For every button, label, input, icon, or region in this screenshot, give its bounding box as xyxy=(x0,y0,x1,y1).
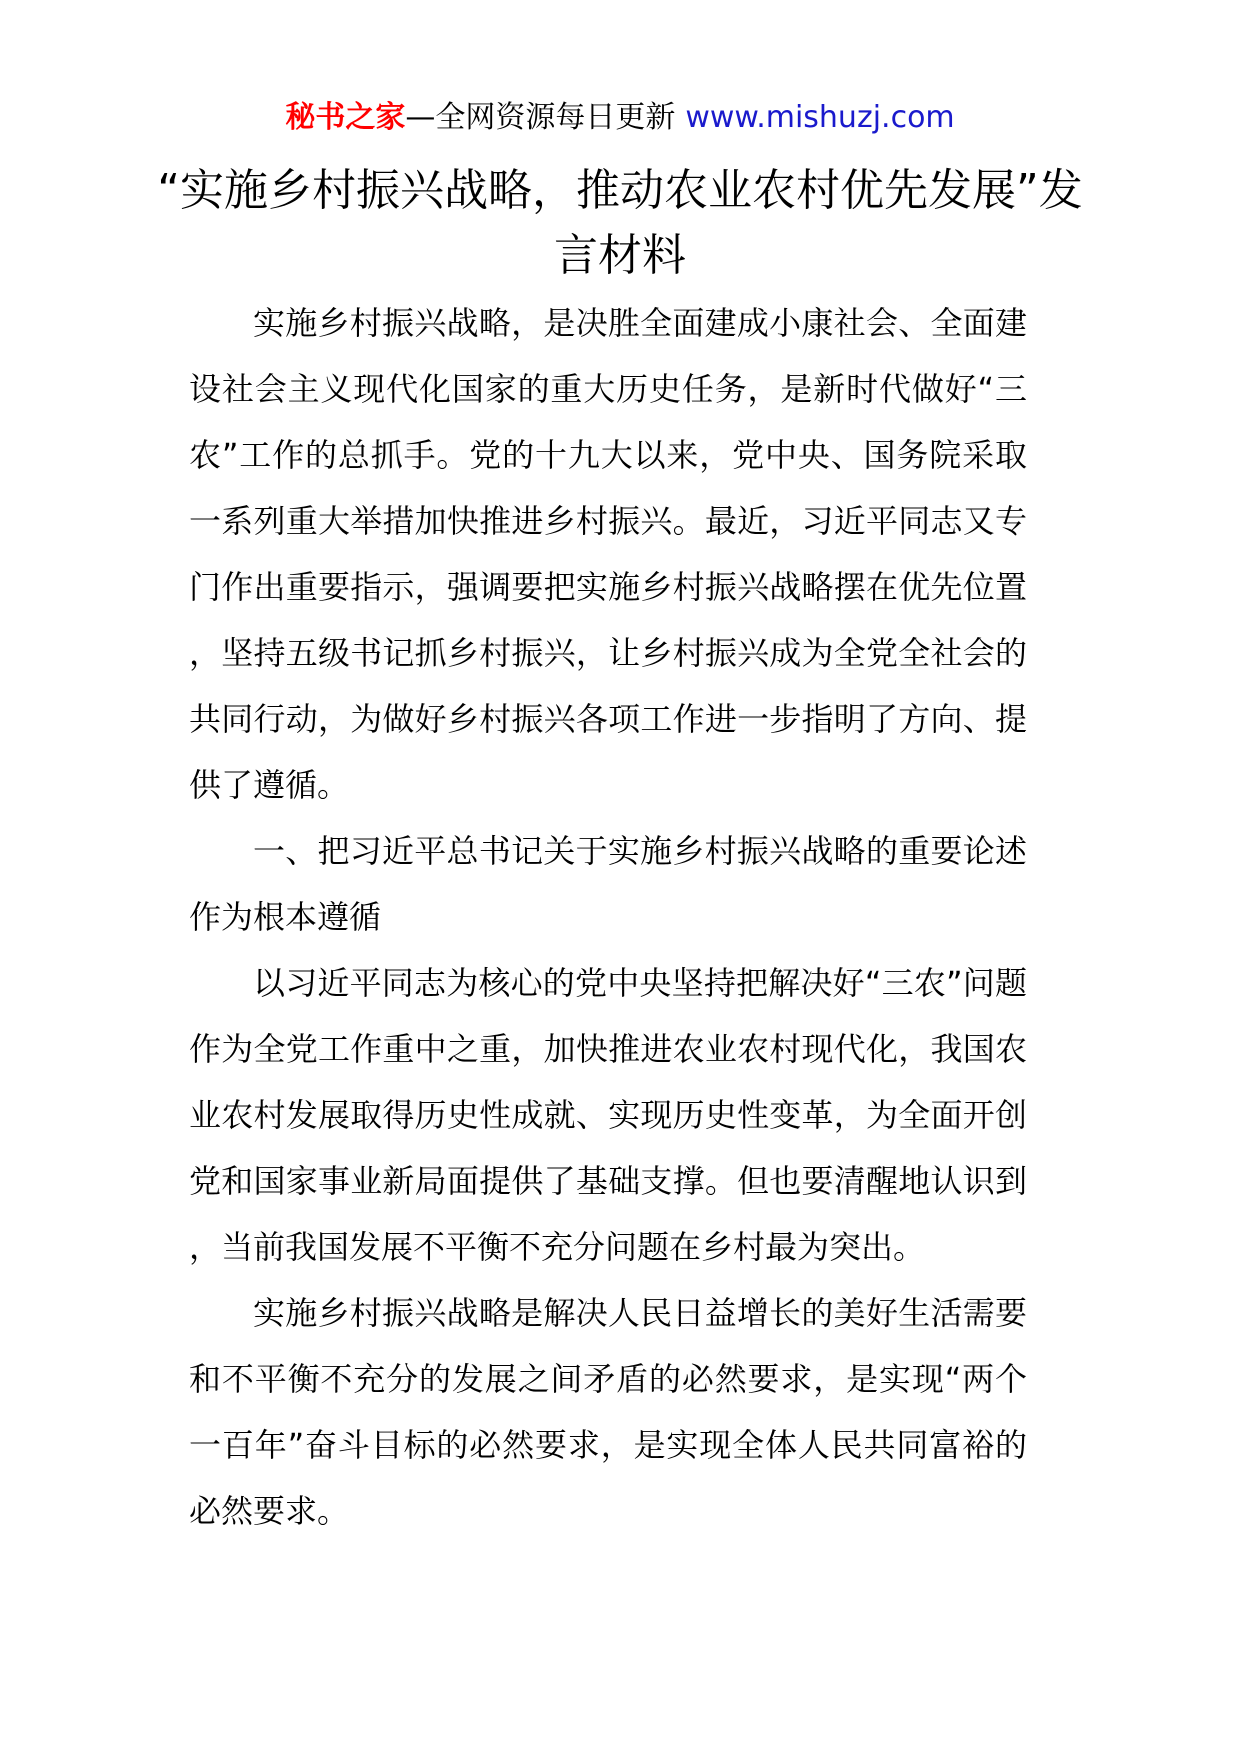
paragraph-section-1-a: 以习近平同志为核心的党中央坚持把解决好“三农”问题作为全党工作重中之重，加快推进农业农村现代化，我国农业农村发展取得历史性成就、实现历史性变革，为全面开创党和国家事业新局面提供了基础支撑。但也要清醒地认识到，当前我国发展不平衡不充分问题在乡村最为突出。 xyxy=(189,964,1027,1266)
section-heading-1: 一、把习近平总书记关于实施乡村振兴战略的重要论述作为根本遵循 xyxy=(189,832,1027,936)
brand-name: 秘书之家 xyxy=(285,100,406,135)
document-body xyxy=(189,290,1027,1544)
document-title: “实施乡村振兴战略，推动农业农村优先发展”发言材料 xyxy=(157,165,1083,281)
header-tagline: —全网资源每日更新 xyxy=(405,100,676,135)
paragraph-intro: 实施乡村振兴战略，是决胜全面建成小康社会、全面建设社会主义现代化国家的重大历史任务，是新时代做好“三农”工作的总抓手。党的十九大以来，党中央、国务院采取一系列重大举措加快推进乡村振兴。最近，习近平同志又专门作出重要指示，强调要把实施乡村振兴战略摆在优先位置，坚持五级书记抓乡村振兴，让乡村振兴成为全党全社会的共同行动，为做好乡村振兴各项工作进一步指明了方向、提供了遵循。 xyxy=(189,304,1027,804)
site-url-link[interactable]: www.mishuzj.com xyxy=(685,100,955,135)
paragraph-section-1-b: 实施乡村振兴战略是解决人民日益增长的美好生活需要和不平衡不充分的发展之间矛盾的必然要求，是实现“两个一百年”奋斗目标的必然要求，是实现全体人民共同富裕的必然要求。 xyxy=(189,1294,1027,1530)
site-header xyxy=(0,98,1240,138)
